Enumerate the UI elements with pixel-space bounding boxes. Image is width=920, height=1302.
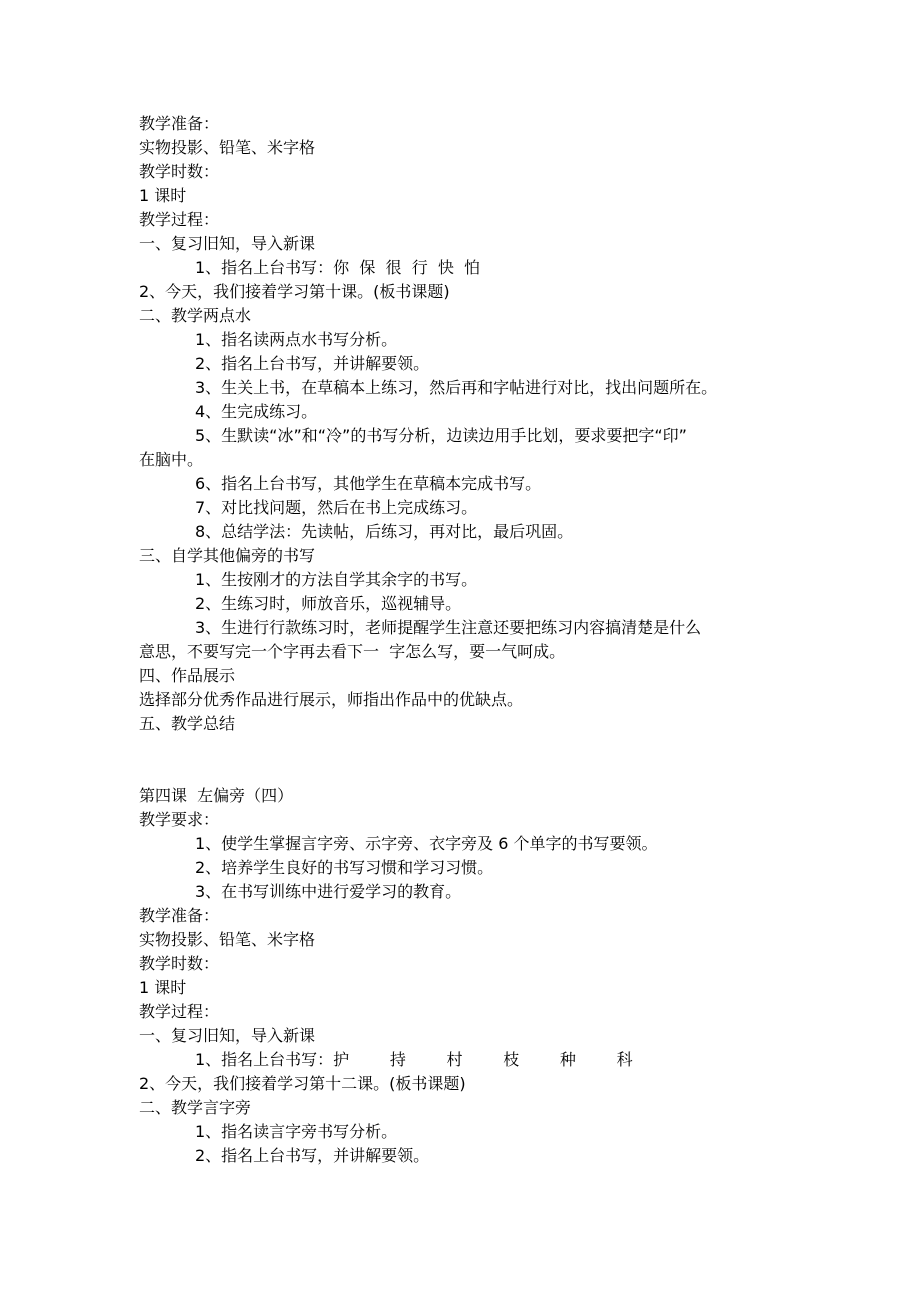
- text-work-display: 选择部分优秀作品进行展示，师指出作品中的优缺点。: [139, 690, 524, 709]
- heading-teaching-hours: 教学时数：: [139, 162, 220, 181]
- text-materials: 实物投影、铅笔、米字格: [139, 138, 316, 157]
- section-summary: 五、教学总结: [139, 714, 236, 733]
- list-item: 6、指名上台书写，其他学生在草稿本完成书写。: [195, 474, 542, 493]
- list-item: 1、使学生掌握言字旁、示字旁、衣字旁及 6 个单字的书写要领。: [195, 834, 658, 853]
- list-item: 8、总结学法：先读帖，后练习，再对比，最后巩固。: [195, 522, 574, 541]
- heading-teaching-requirements: 教学要求：: [139, 810, 220, 829]
- heading-teaching-preparation: 教学准备：: [139, 114, 220, 133]
- list-item-continuation: 意思，不要写完一个字再去看下一 字怎么写，要一气呵成。: [139, 642, 566, 661]
- list-item: 2、指名上台书写，并讲解要领。: [195, 1146, 430, 1165]
- text-materials: 实物投影、铅笔、米字格: [139, 930, 316, 949]
- section-review: 一、复习旧知，导入新课: [139, 234, 316, 253]
- list-item: 1、指名上台书写：你 保 很 行 快 怕: [195, 258, 481, 277]
- list-item: 2、指名上台书写，并讲解要领。: [195, 354, 430, 373]
- list-item: 7、对比找问题，然后在书上完成练习。: [195, 498, 478, 517]
- section-self-study: 三、自学其他偏旁的书写: [139, 546, 316, 565]
- text-hours: 1 课时: [139, 186, 187, 205]
- list-item: 2、培养学生良好的书写习惯和学习习惯。: [195, 858, 494, 877]
- list-item: 4、生完成练习。: [195, 402, 318, 421]
- list-item: 1、生按刚才的方法自学其余字的书写。: [195, 570, 478, 589]
- list-item: 2、今天，我们接着学习第十二课。(板书课题): [139, 1074, 466, 1093]
- list-item: 5、生默读“冰”和“冷”的书写分析，边读边用手比划，要求要把字“印”: [195, 426, 687, 445]
- list-item: 2、今天，我们接着学习第十课。(板书课题): [139, 282, 450, 301]
- section-speech-radical: 二、教学言字旁: [139, 1098, 252, 1117]
- list-item: 1、指名读两点水书写分析。: [195, 330, 398, 349]
- list-item: 3、生进行行款练习时，老师提醒学生注意还要把练习内容搞清楚是什么: [195, 618, 702, 637]
- section-review: 一、复习旧知，导入新课: [139, 1026, 316, 1045]
- list-item: 2、生练习时，师放音乐，巡视辅导。: [195, 594, 462, 613]
- lesson-title: 第四课 左偏旁（四）: [139, 786, 294, 805]
- heading-teaching-process: 教学过程：: [139, 1002, 220, 1021]
- list-item: 3、在书写训练中进行爱学习的教育。: [195, 882, 462, 901]
- heading-teaching-preparation: 教学准备：: [139, 906, 220, 925]
- heading-teaching-hours: 教学时数：: [139, 954, 220, 973]
- list-item: 1、指名读言字旁书写分析。: [195, 1122, 398, 1141]
- heading-teaching-process: 教学过程：: [139, 210, 220, 229]
- text-hours: 1 课时: [139, 978, 187, 997]
- list-item: 3、生关上书，在草稿本上练习，然后再和字帖进行对比，找出问题所在。: [195, 378, 718, 397]
- section-work-display: 四、作品展示: [139, 666, 236, 685]
- section-two-dot-water: 二、教学两点水: [139, 306, 252, 325]
- list-item-continuation: 在脑中。: [139, 450, 204, 469]
- list-item: 1、指名上台书写：护 持 村 枝 种 科: [195, 1050, 633, 1069]
